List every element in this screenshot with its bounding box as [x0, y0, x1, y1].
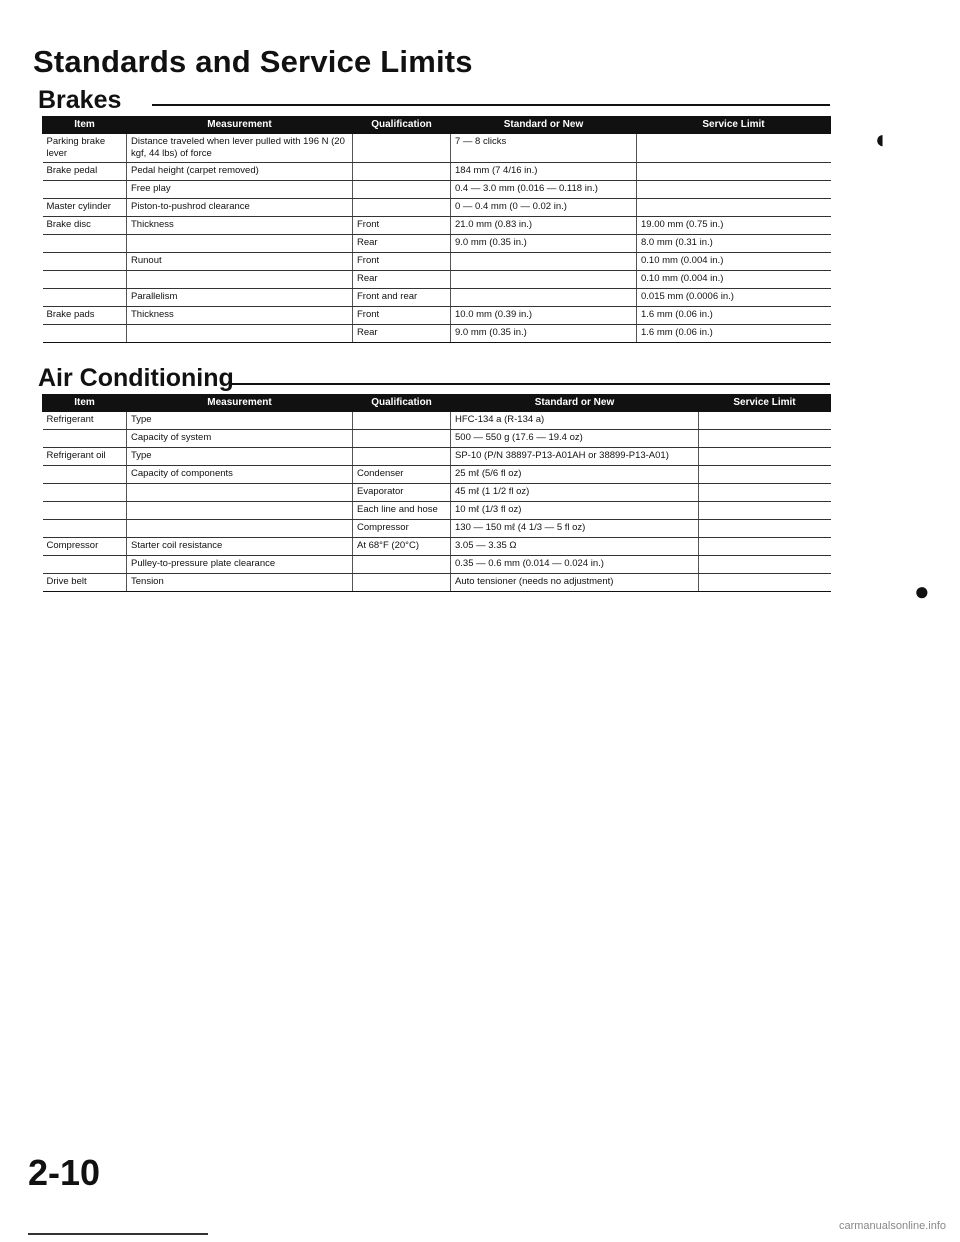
cell-qualification	[353, 556, 451, 574]
cell-measurement: Free play	[127, 180, 353, 198]
cell-limit	[637, 134, 831, 163]
cell-item	[43, 180, 127, 198]
cell-standard: 25 mℓ (5/6 fl oz)	[451, 466, 699, 484]
cell-limit	[699, 430, 831, 448]
cell-measurement: Pedal height (carpet removed)	[127, 162, 353, 180]
table-row	[43, 448, 831, 466]
cell-standard: 9.0 mm (0.35 in.)	[451, 324, 637, 342]
cell-measurement: Type	[127, 412, 353, 430]
cell-standard: 10.0 mm (0.39 in.)	[451, 306, 637, 324]
cell-standard	[451, 252, 637, 270]
cell-standard	[451, 270, 637, 288]
cell-limit: 0.10 mm (0.004 in.)	[637, 270, 831, 288]
table-row	[43, 306, 831, 324]
cell-standard: 3.05 — 3.35 Ω	[451, 538, 699, 556]
header-service-limit: Service Limit	[637, 117, 831, 134]
cell-qualification	[353, 412, 451, 430]
cell-limit: 1.6 mm (0.06 in.)	[637, 306, 831, 324]
table-row	[43, 288, 831, 306]
table-row	[43, 556, 831, 574]
page-title: Standards and Service Limits	[33, 44, 473, 79]
cell-qualification	[353, 180, 451, 198]
cell-item	[43, 288, 127, 306]
cell-measurement: Distance traveled when lever pulled with 196 N (20 kgf, 44 lbs) of force	[127, 134, 353, 163]
section-title-brakes: Brakes	[38, 86, 122, 114]
cell-measurement: Type	[127, 448, 353, 466]
table-row	[43, 484, 831, 502]
cell-limit	[699, 556, 831, 574]
cell-limit: 0.015 mm (0.0006 in.)	[637, 288, 831, 306]
cell-limit	[699, 502, 831, 520]
cell-standard: 7 — 8 clicks	[451, 134, 637, 163]
cell-item	[43, 484, 127, 502]
header-qualification: Qualification	[353, 395, 451, 412]
cell-limit: 8.0 mm (0.31 in.)	[637, 234, 831, 252]
ac-table-header	[43, 395, 831, 412]
cell-qualification	[353, 162, 451, 180]
section-title-air-conditioning: Air Conditioning	[38, 364, 234, 392]
cell-qualification: Front	[353, 306, 451, 324]
table-row	[43, 162, 831, 180]
cell-item	[43, 556, 127, 574]
cell-qualification: Rear	[353, 324, 451, 342]
cell-measurement: Pulley-to-pressure plate clearance	[127, 556, 353, 574]
cell-qualification	[353, 448, 451, 466]
cell-measurement: Runout	[127, 252, 353, 270]
cell-standard: HFC-134 a (R-134 a)	[451, 412, 699, 430]
cell-item	[43, 252, 127, 270]
cell-measurement	[127, 502, 353, 520]
cell-measurement: Starter coil resistance	[127, 538, 353, 556]
table-row	[43, 234, 831, 252]
cell-item: Brake pedal	[43, 162, 127, 180]
header-measurement: Measurement	[127, 117, 353, 134]
cell-measurement	[127, 324, 353, 342]
header-measurement: Measurement	[127, 395, 353, 412]
table-row	[43, 198, 831, 216]
cell-measurement: Capacity of components	[127, 466, 353, 484]
ac-table-body	[43, 412, 831, 592]
cell-measurement: Thickness	[127, 306, 353, 324]
cell-qualification: Compressor	[353, 520, 451, 538]
cell-standard: 45 mℓ (1 1/2 fl oz)	[451, 484, 699, 502]
table-row	[43, 466, 831, 484]
cell-limit	[699, 538, 831, 556]
cell-measurement: Tension	[127, 574, 353, 592]
cell-qualification	[353, 574, 451, 592]
cell-standard: 9.0 mm (0.35 in.)	[451, 234, 637, 252]
cell-limit	[637, 198, 831, 216]
cell-measurement	[127, 484, 353, 502]
cell-qualification: Evaporator	[353, 484, 451, 502]
cell-measurement	[127, 234, 353, 252]
cell-measurement: Parallelism	[127, 288, 353, 306]
cell-qualification: At 68°F (20°C)	[353, 538, 451, 556]
cell-qualification: Front	[353, 252, 451, 270]
cell-qualification	[353, 430, 451, 448]
cell-standard: 0.35 — 0.6 mm (0.014 — 0.024 in.)	[451, 556, 699, 574]
table-row	[43, 324, 831, 342]
cell-limit	[699, 448, 831, 466]
table-row	[43, 252, 831, 270]
margin-registration-mark: ●	[914, 576, 930, 606]
page-number: 2-10	[28, 1152, 101, 1193]
cell-measurement: Thickness	[127, 216, 353, 234]
table-row	[43, 216, 831, 234]
table-row	[43, 134, 831, 163]
cell-limit	[699, 574, 831, 592]
cell-qualification: Rear	[353, 234, 451, 252]
footer-rule	[28, 1233, 208, 1235]
brakes-table-body	[43, 134, 831, 343]
header-standard: Standard or New	[451, 117, 637, 134]
cell-standard	[451, 288, 637, 306]
cell-measurement	[127, 270, 353, 288]
cell-qualification: Rear	[353, 270, 451, 288]
cell-measurement: Capacity of system	[127, 430, 353, 448]
cell-limit: 0.10 mm (0.004 in.)	[637, 252, 831, 270]
cell-item	[43, 234, 127, 252]
cell-limit	[699, 484, 831, 502]
cell-limit: 1.6 mm (0.06 in.)	[637, 324, 831, 342]
cell-standard: Auto tensioner (needs no adjustment)	[451, 574, 699, 592]
cell-item	[43, 502, 127, 520]
cell-measurement: Piston-to-pushrod clearance	[127, 198, 353, 216]
section-rule-ac	[232, 383, 830, 385]
cell-item	[43, 466, 127, 484]
cell-item: Refrigerant oil	[43, 448, 127, 466]
cell-item: Brake pads	[43, 306, 127, 324]
cell-qualification	[353, 134, 451, 163]
cell-qualification	[353, 198, 451, 216]
cell-standard: 500 — 550 g (17.6 — 19.4 oz)	[451, 430, 699, 448]
section-rule-brakes	[152, 104, 830, 106]
cell-qualification: Front	[353, 216, 451, 234]
header-service-limit: Service Limit	[699, 395, 831, 412]
cell-qualification: Front and rear	[353, 288, 451, 306]
header-item: Item	[43, 117, 127, 134]
table-row	[43, 180, 831, 198]
table-row	[43, 412, 831, 430]
cell-item: Refrigerant	[43, 412, 127, 430]
header-standard: Standard or New	[451, 395, 699, 412]
table-row	[43, 502, 831, 520]
cell-item	[43, 324, 127, 342]
cell-limit	[637, 162, 831, 180]
watermark: carmanualsonline.info	[838, 1220, 946, 1232]
table-row	[43, 538, 831, 556]
cell-measurement	[127, 520, 353, 538]
cell-limit	[699, 466, 831, 484]
header-qualification: Qualification	[353, 117, 451, 134]
cell-item: Drive belt	[43, 574, 127, 592]
ac-table	[42, 394, 831, 592]
cell-item	[43, 520, 127, 538]
cell-limit: 19.00 mm (0.75 in.)	[637, 216, 831, 234]
cell-standard: 10 mℓ (1/3 fl oz)	[451, 502, 699, 520]
table-row	[43, 270, 831, 288]
header-item: Item	[43, 395, 127, 412]
cell-limit	[699, 520, 831, 538]
cell-standard: 0.4 — 3.0 mm (0.016 — 0.118 in.)	[451, 180, 637, 198]
margin-registration-mark: ◖	[872, 124, 888, 154]
cell-item: Compressor	[43, 538, 127, 556]
cell-standard: 184 mm (7 4/16 in.)	[451, 162, 637, 180]
table-row	[43, 520, 831, 538]
cell-item: Brake disc	[43, 216, 127, 234]
cell-item	[43, 430, 127, 448]
cell-item: Master cylinder	[43, 198, 127, 216]
cell-item	[43, 270, 127, 288]
brakes-table	[42, 116, 831, 343]
cell-limit	[699, 412, 831, 430]
cell-item: Parking brake lever	[43, 134, 127, 163]
cell-standard: 130 — 150 mℓ (4 1/3 — 5 fl oz)	[451, 520, 699, 538]
cell-qualification: Each line and hose	[353, 502, 451, 520]
cell-limit	[637, 180, 831, 198]
cell-standard: 21.0 mm (0.83 in.)	[451, 216, 637, 234]
brakes-table-header	[43, 117, 831, 134]
cell-qualification: Condenser	[353, 466, 451, 484]
table-row	[43, 430, 831, 448]
cell-standard: SP-10 (P/N 38897-P13-A01AH or 38899-P13-A01)	[451, 448, 699, 466]
table-row	[43, 574, 831, 592]
cell-standard: 0 — 0.4 mm (0 — 0.02 in.)	[451, 198, 637, 216]
